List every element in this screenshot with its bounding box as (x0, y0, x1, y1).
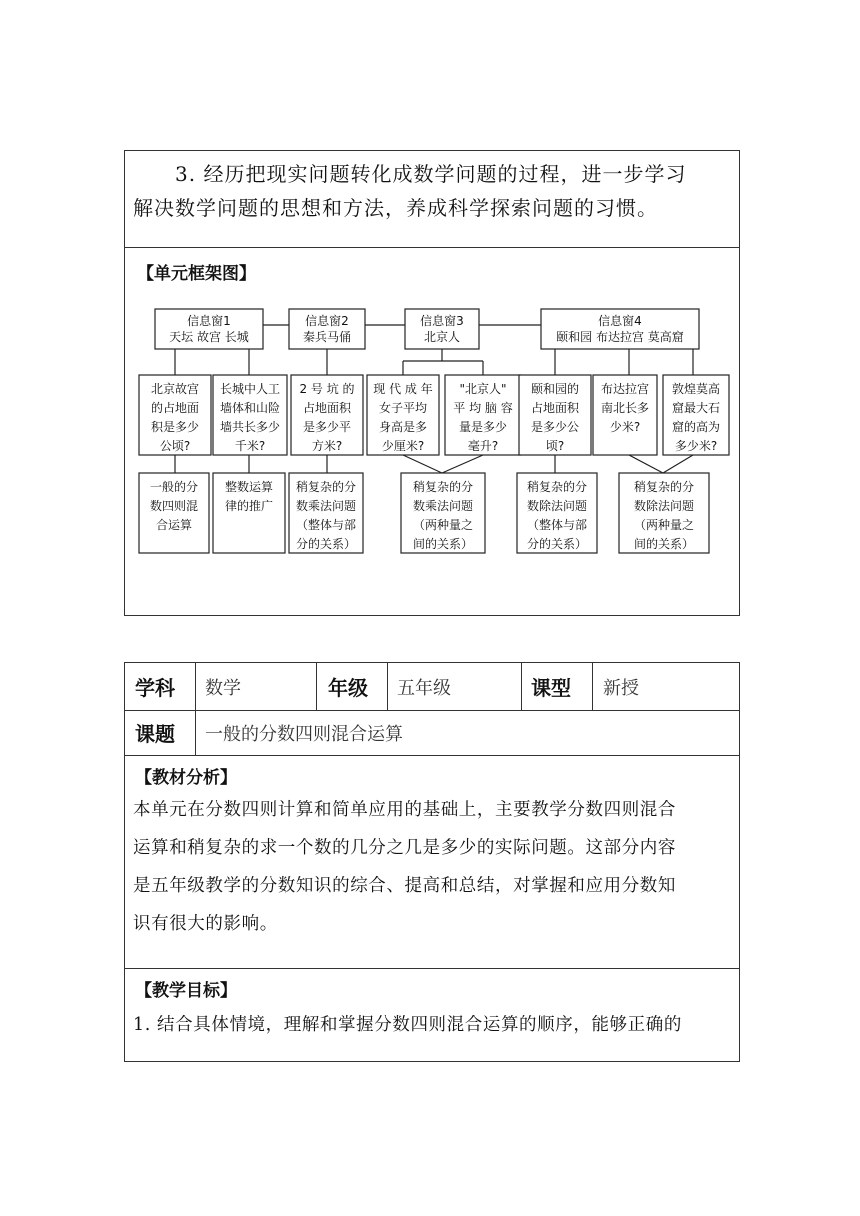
question-text: 方米? (311, 439, 343, 453)
info-window-4-sub: 颐和园 布达拉宫 莫高窟 (556, 330, 684, 344)
topic-text: 数除法问题 (526, 499, 588, 513)
topic-value: 一般的分数四则混合运算 (205, 723, 403, 745)
question-text: 平 均 脑 容 (453, 401, 513, 415)
grade-label: 年级 (328, 676, 368, 700)
topic-text: 稍复杂的分 (295, 480, 357, 494)
unit-framework-diagram (133, 301, 733, 561)
topic-text: 稍复杂的分 (633, 480, 695, 494)
type-label: 课型 (531, 676, 571, 700)
question-box-5 (445, 375, 521, 455)
teaching-objectives-title: 【教学目标】 (135, 981, 237, 1001)
question-text: 2 号 坑 的 (299, 382, 355, 396)
info-window-3 (405, 309, 479, 349)
question-text: 千米? (234, 439, 266, 453)
question-text: 身高是多 (378, 420, 428, 434)
topic-text: 分的关系） (295, 537, 357, 551)
question-text: 积是多少 (150, 420, 200, 434)
info-window-1 (155, 309, 263, 349)
question-text: 北京故宫 (150, 382, 200, 396)
info-window-1-title: 信息窗1 (187, 314, 231, 328)
question-box-2 (213, 375, 287, 455)
question-text: 墙共长多少 (219, 420, 281, 434)
question-text: 少厘米? (381, 439, 425, 453)
info-window-3-title: 信息窗3 (420, 314, 464, 328)
question-text: 现 代 成 年 (373, 382, 433, 396)
topic-box-5 (517, 473, 597, 553)
topic-box-1 (139, 473, 209, 553)
info-window-1-sub: 天坛 故宫 长城 (169, 330, 249, 344)
question-text: 长城中人工 (219, 382, 281, 396)
topic-text: 稍复杂的分 (412, 480, 474, 494)
info-window-2-sub: 秦兵马俑 (302, 330, 352, 344)
subject-value: 数学 (205, 677, 241, 699)
material-analysis-title: 【教材分析】 (135, 768, 237, 788)
question-box-6 (519, 375, 591, 455)
topic-text: 数乘法问题 (412, 499, 474, 513)
material-analysis-section (125, 755, 739, 969)
topic-text: 数除法问题 (633, 499, 695, 513)
question-text: 毫升? (467, 439, 499, 453)
topic-box-4 (401, 473, 485, 553)
topic-text: （整体与部 (526, 518, 588, 532)
analysis-line: 是五年级教学的分数知识的综合、提高和总结，对掌握和应用分数知 (133, 876, 676, 896)
question-box-8 (663, 375, 729, 455)
topic-box-2 (213, 473, 285, 553)
question-text: 是多少平 (302, 420, 352, 434)
topic-text: 间的关系） (412, 537, 474, 551)
topic-text: 数四则混 (149, 499, 199, 513)
teaching-objectives-section (125, 968, 739, 1061)
question-text: 多少米? (674, 439, 718, 453)
question-text: 顷? (545, 439, 565, 453)
question-text: 颐和园的 (530, 382, 580, 396)
topic-text: 间的关系） (633, 537, 695, 551)
question-box-7 (593, 375, 657, 455)
question-text: 南北长多 (600, 401, 650, 415)
topic-text: 律的推广 (224, 499, 274, 513)
topic-row (125, 710, 739, 756)
question-box-4 (367, 375, 439, 455)
topic-box-3 (289, 473, 363, 553)
question-text: 的占地面 (150, 401, 200, 415)
grade-value: 五年级 (397, 677, 451, 699)
question-text: 占地面积 (302, 401, 352, 415)
info-window-4-title: 信息窗4 (598, 314, 642, 328)
topic-text: 分的关系） (526, 537, 588, 551)
topic-text: （整体与部 (295, 518, 357, 532)
question-text: 量是多少 (458, 420, 508, 434)
topic-text: 一般的分 (149, 480, 199, 494)
topic-text: 合运算 (155, 518, 193, 532)
info-row (125, 663, 739, 711)
question-text: 敦煌莫高 (671, 382, 721, 396)
topic-box-6 (619, 473, 709, 553)
topic-text: （两种量之 (412, 518, 474, 532)
subject-label: 学科 (135, 676, 175, 700)
question-text: 墙体和山险 (219, 401, 281, 415)
analysis-line: 识有很大的影响。 (133, 914, 278, 934)
question-text: 少米? (609, 420, 641, 434)
question-box-1 (139, 375, 211, 455)
goal-line-1: 3. 经历把现实问题转化成数学问题的过程，进一步学习 (175, 162, 687, 186)
topic-text: 整数运算 (224, 480, 274, 494)
type-value: 新授 (603, 677, 639, 699)
question-text: 公顷? (159, 439, 191, 453)
analysis-line: 运算和稍复杂的求一个数的几分之几是多少的实际问题。这部分内容 (133, 838, 676, 858)
question-text: 女子平均 (378, 401, 428, 415)
goal-line-2: 解决数学问题的思想和方法，养成科学探索问题的习惯。 (133, 196, 658, 220)
info-window-2-title: 信息窗2 (305, 314, 349, 328)
topic-label: 课题 (135, 722, 175, 746)
unit-goal-table (124, 150, 740, 616)
info-window-3-sub: 北京人 (423, 330, 461, 344)
lesson-plan-table (124, 662, 740, 1062)
info-window-4 (541, 309, 699, 349)
topic-text: （两种量之 (633, 518, 695, 532)
objective-line-1: 1. 结合具体情境，理解和掌握分数四则混合运算的顺序，能够正确的 (133, 1015, 682, 1035)
question-text: 是多少公 (530, 420, 580, 434)
question-text: 窟的高为 (671, 420, 721, 434)
question-text: "北京人" (459, 382, 507, 396)
info-window-2 (289, 309, 365, 349)
framework-title: 【单元框架图】 (137, 264, 256, 284)
topic-text: 稍复杂的分 (526, 480, 588, 494)
material-analysis-body (133, 791, 733, 943)
analysis-line: 本单元在分数四则计算和简单应用的基础上，主要教学分数四则混合 (133, 800, 676, 820)
question-text: 窟最大石 (671, 401, 721, 415)
question-text: 占地面积 (530, 401, 580, 415)
question-box-3 (291, 375, 363, 455)
topic-text: 数乘法问题 (295, 499, 357, 513)
goal-cell (125, 151, 739, 248)
question-text: 布达拉宫 (600, 382, 650, 396)
